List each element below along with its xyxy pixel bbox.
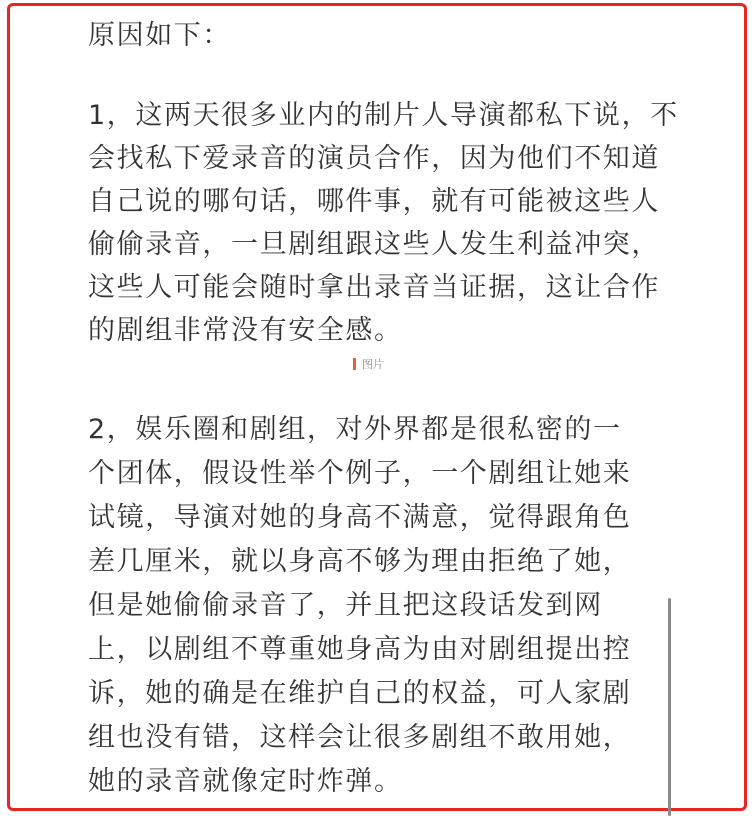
paragraph-line: 这些人可能会随时拿出录音当证据，这让合作 xyxy=(88,272,660,303)
paragraph-line: 自己说的哪句话，哪件事，就有可能被这些人 xyxy=(88,186,660,217)
paragraph-line: 但是她偷偷录音了，并且把这段话发到网 xyxy=(88,590,603,621)
intro-text: 原因如下： xyxy=(88,20,231,51)
paragraph-line: 1，这两天很多业内的制片人导演都私下说，不 xyxy=(88,100,679,131)
caption-accent-icon xyxy=(353,358,356,370)
paragraph-line: 她的录音就像定时炸弹。 xyxy=(88,766,403,797)
paragraph-line: 的剧组非常没有安全感。 xyxy=(88,315,403,346)
scrollbar[interactable] xyxy=(668,598,671,816)
paragraph-line: 试镜，导演对她的身高不满意，觉得跟角色 xyxy=(88,502,632,533)
paragraph-line: 差几厘米，就以身高不够为理由拒绝了她， xyxy=(88,546,632,577)
paragraph-line: 上，以剧组不尊重她身高为由对剧组提出控 xyxy=(88,634,632,665)
image-caption xyxy=(353,356,384,372)
paragraph-line: 个团体，假设性举个例子，一个剧组让她来 xyxy=(88,458,632,489)
paragraph-line: 2，娱乐圈和剧组，对外界都是很私密的一 xyxy=(88,414,622,445)
paragraph-line: 偷偷录音，一旦剧组跟这些人发生利益冲突， xyxy=(88,229,660,260)
paragraph-line: 组也没有错，这样会让很多剧组不敢用她， xyxy=(88,722,632,753)
paragraph-line: 诉，她的确是在维护自己的权益，可人家剧 xyxy=(88,678,632,709)
paragraph-line: 会找私下爱录音的演员合作，因为他们不知道 xyxy=(88,143,660,174)
image-caption-label: 图片 xyxy=(362,358,384,371)
